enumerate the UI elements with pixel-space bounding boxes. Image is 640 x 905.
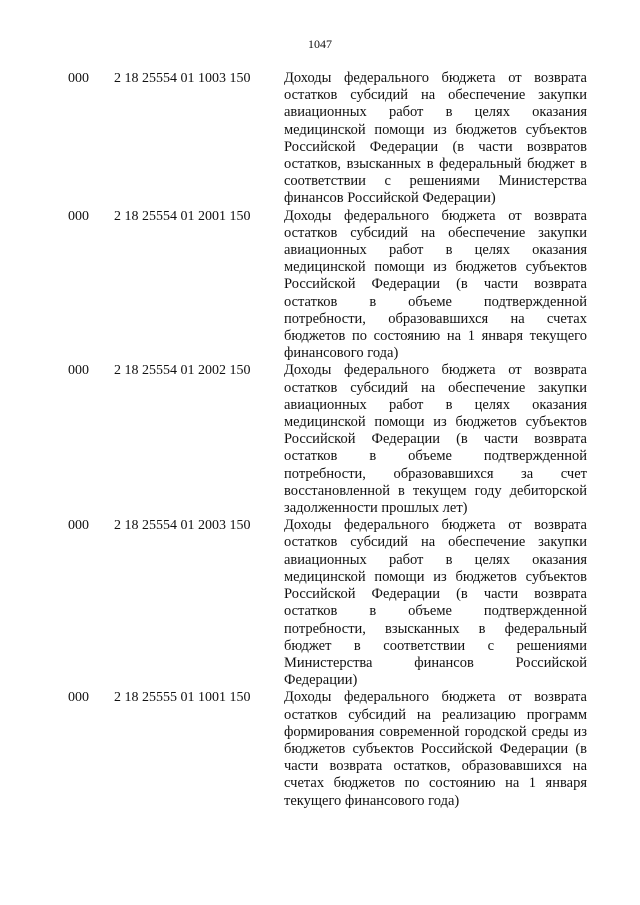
income-description: Доходы федерального бюджета от возврата остатков субсидий на реализацию программ формирования современной городской среды из бюджетов субъектов Российской Федерации (в части возврата остатков, образовавшихся на счетах бюджетов по состоянию на 1 января текущего финансового года) xyxy=(284,689,587,809)
table-row xyxy=(0,689,640,809)
budget-code: 2 18 25555 01 1001 150 xyxy=(114,690,251,706)
admin-code: 000 xyxy=(68,363,89,379)
income-description: Доходы федерального бюджета от возврата остатков субсидий на обеспечение закупки авиационных работ в целях оказания медицинской помощи из бюджетов субъектов Российской Федерации (в части возврата остатков в объеме подтвержденной потребности, образовавшихся за счет восстановленной в текущем году дебиторской задолженности прошлых лет) xyxy=(284,362,587,517)
budget-code: 2 18 25554 01 2002 150 xyxy=(114,363,251,379)
table-row xyxy=(0,517,640,689)
classification-table xyxy=(0,70,640,810)
income-description: Доходы федерального бюджета от возврата остатков субсидий на обеспечение закупки авиационных работ в целях оказания медицинской помощи из бюджетов субъектов Российской Федерации (в части возврата остатков в объеме подтвержденной потребности, образовавшихся на счетах бюджетов по состоянию на 1 января текущего финансового года) xyxy=(284,207,587,362)
budget-code: 2 18 25554 01 1003 150 xyxy=(114,71,251,86)
admin-code: 000 xyxy=(68,208,89,224)
table-row xyxy=(0,362,640,517)
income-description: Доходы федерального бюджета от возврата остатков субсидий на обеспечение закупки авиационных работ в целях оказания медицинской помощи из бюджетов субъектов Российской Федерации (в части возврата остатков в объеме подтвержденной потребности, взысканных в федеральный бюджет в соответствии с решениями Министерства финансов Российской Федерации) xyxy=(284,517,587,689)
budget-code: 2 18 25554 01 2003 150 xyxy=(114,518,251,534)
table-row xyxy=(0,70,640,208)
income-description: Доходы федерального бюджета от возврата остатков субсидий на обеспечение закупки авиационных работ в целях оказания медицинской помощи из бюджетов субъектов Российской Федерации (в части возвратов остатков, взысканных в федеральный бюджет в соответствии с решениями Министерства финансов Российской Федерации) xyxy=(284,70,587,207)
table-row xyxy=(0,208,640,363)
page-number: 1047 xyxy=(308,37,332,51)
admin-code: 000 xyxy=(68,518,89,534)
admin-code: 000 xyxy=(68,690,89,706)
budget-code: 2 18 25554 01 2001 150 xyxy=(114,208,251,224)
admin-code: 000 xyxy=(68,71,89,86)
